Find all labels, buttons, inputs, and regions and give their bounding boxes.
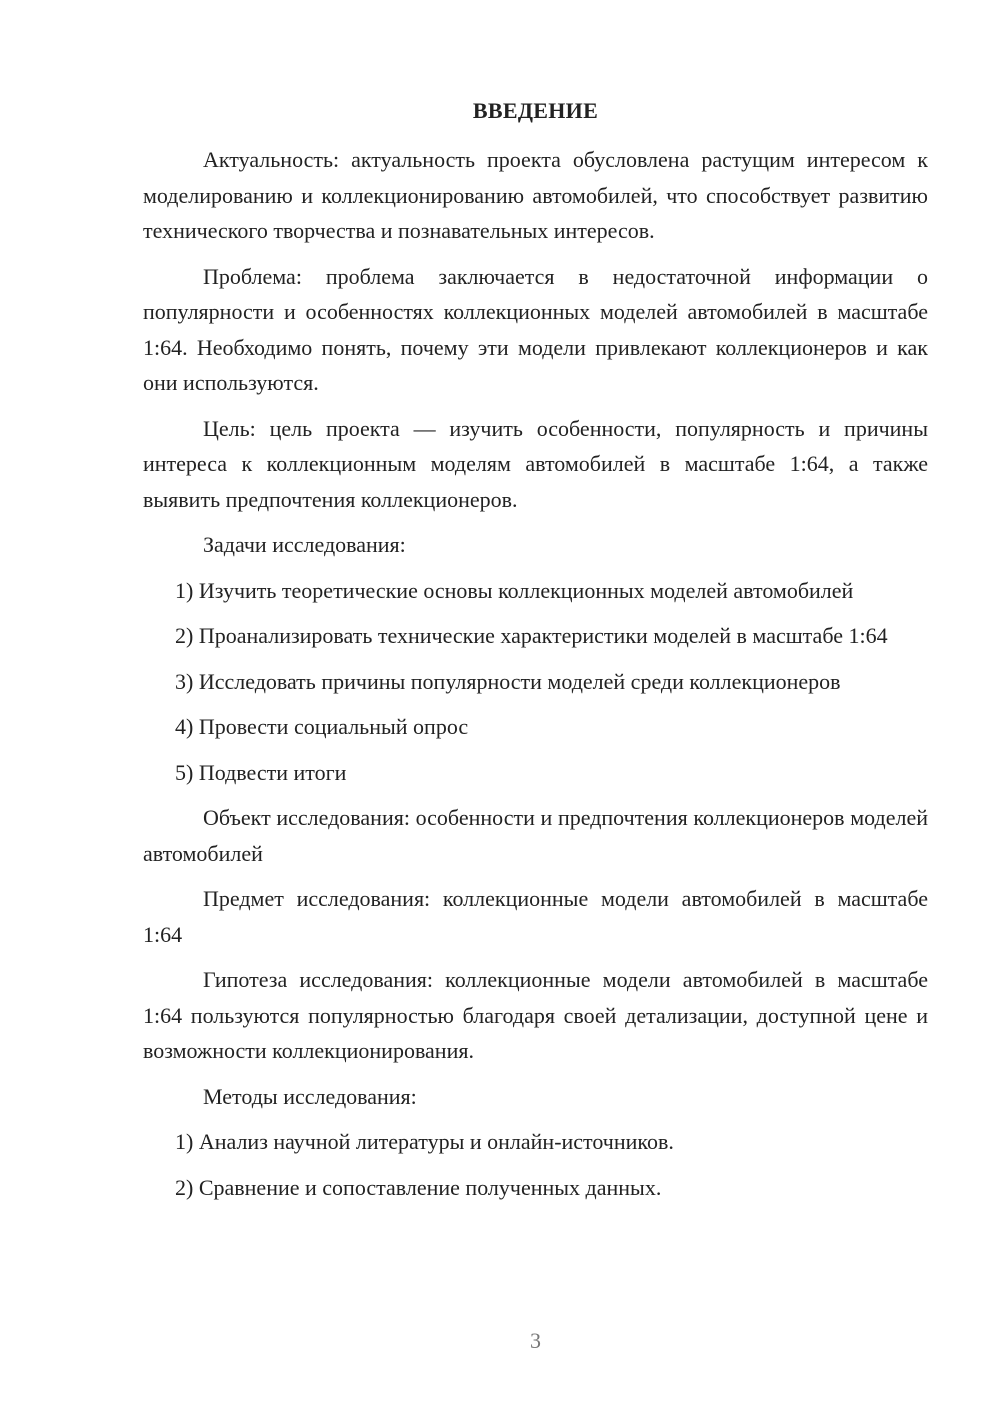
method-list-item: 2) Сравнение и сопоставление полученных данных. [175,1174,662,1200]
paragraph-object: Объект исследования: особенности и предпочтения коллекционеров моделей автомобилей [143,805,928,866]
paragraph-relevance: Актуальность: актуальность проекта обусловлена растущим интересом к моделированию и коллекционированию автомобилей, что способствует развитию технического творчества и познавательных интересов. [143,147,928,243]
paragraph-goal: Цель: цель проекта — изучить особенности, популярность и причины интереса к коллекционным моделям автомобилей в масштабе 1:64, а также выявить предпочтения коллекционеров. [143,415,928,512]
document-body [143,142,928,1215]
task-list-item: 4) Провести социальный опрос [175,714,469,739]
paragraph-problem: Проблема: проблема заключается в недостаточной информации о популярности и особенностях коллекционных моделей автомобилей в масштабе 1:64. Необходимо понять, почему эти модели привлекают коллекционеров и как они используются. [143,263,928,395]
paragraph-methods-heading: Методы исследования: [203,1083,417,1109]
paragraph-hypothesis: Гипотеза исследования: коллекционные модели автомобилей в масштабе 1:64 пользуются популярностью благодаря своей детализации, доступной цене и возможности коллекционирования. [143,967,928,1063]
task-list-item: 5) Подвести итоги [175,759,347,785]
page-title: ВВЕДЕНИЕ [472,98,599,123]
paragraph-tasks-heading: Задачи исследования: [203,532,406,557]
paragraph-subject: Предмет исследования: коллекционные модели автомобилей в масштабе 1:64 [143,886,928,947]
task-list-item: 3) Исследовать причины популярности моделей среди коллекционеров [175,668,841,694]
task-list-item: 1) Изучить теоретические основы коллекционных моделей автомобилей [175,577,854,603]
method-list-item: 1) Анализ научной литературы и онлайн-источников. [175,1129,674,1154]
task-list-item: 2) Проанализировать технические характеристики моделей в масштабе 1:64 [175,623,888,648]
page-number: 3 [530,1328,541,1353]
